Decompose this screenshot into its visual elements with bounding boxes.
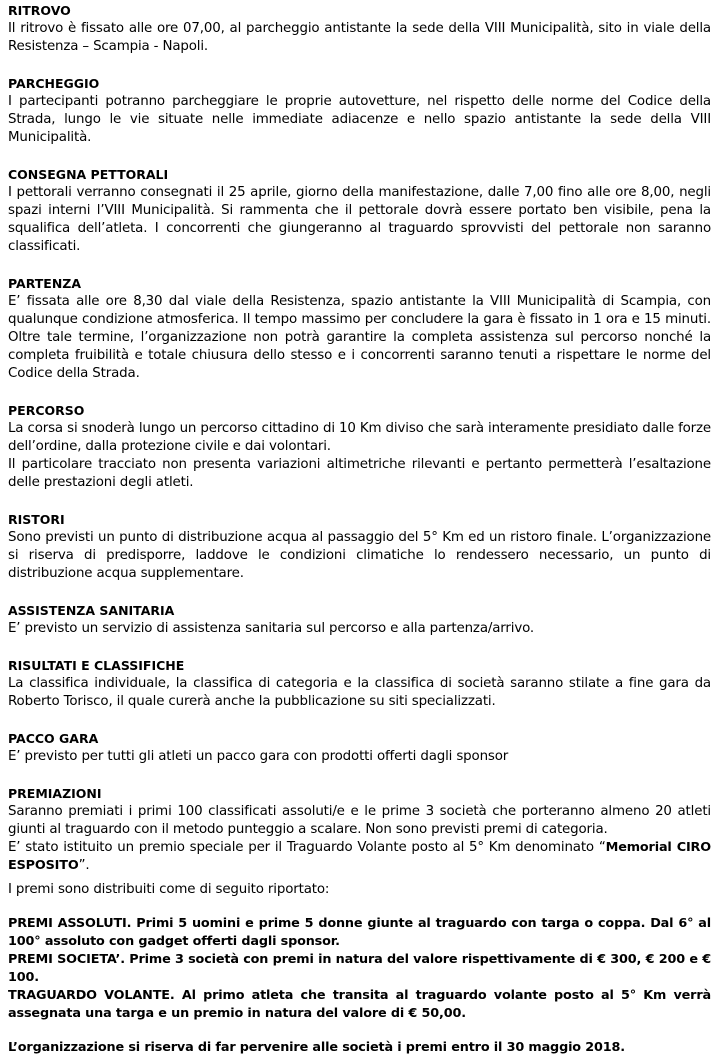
section-ristori <box>8 511 711 583</box>
section-heading: PARCHEGGIO <box>8 76 100 91</box>
section-heading: PACCO GARA <box>8 731 99 746</box>
section-text: I pettorali verranno consegnati il 25 aprile, giorno della manifestazione, dalle 7,00 fino alle ore 8,00, negli spazi interni l’VIII Municipalità. Si rammenta che il pettorale dovrà essere portato ben visibile, pena la squalifica dell’atleta. I concorrenti che giungeranno al traguardo sprovvisti del pettorale non saranno classificati. <box>8 185 711 254</box>
section-ritrovo <box>8 2 711 56</box>
section-premiazioni <box>8 785 711 1057</box>
section-text: E’ fissata alle ore 8,30 dal viale della Resistenza, spazio antistante la VIII Municipalità di Scampia, con qualunque condizione atmosferica. Il tempo massimo per concludere la gara è fissato in 1 ora e 15 minuti. Oltre tale termine, l’organizzazione non potrà garantire la completa assistenza sul percorso nonché la completa fruibilità e totale chiusura dello stesso e i concorrenti saranno tenuti a rispettare le norme del Codice della Strada. <box>8 294 711 381</box>
section-text: Sono previsti un punto di distribuzione acqua al passaggio del 5° Km ed un ristoro finale. L’organizzazione si riserva di predisporre, laddove le condizioni climatiche lo rendessero necessario, un punto di distribuzione acqua supplementare. <box>8 530 711 581</box>
section-text: Il ritrovo è fissato alle ore 07,00, al parcheggio antistante la sede della VIII Municipalità, sito in viale della Resistenza – Scampia - Napoli. <box>8 21 711 54</box>
memorial-text <box>8 839 711 875</box>
section-text: E’ previsto un servizio di assistenza sanitaria sul percorso e alla partenza/arrivo. <box>8 621 535 636</box>
premi-assoluti: PREMI ASSOLUTI. Primi 5 uomini e prime 5 donne giunte al traguardo con targa o coppa. Dal 6° al 100° assoluto con gadget offerti dagli sponsor. <box>8 916 711 949</box>
premi-societa: PREMI SOCIETA’. Prime 3 società con premi in natura del valore rispettivamente di € 300, € 200 e € 100. <box>8 952 711 985</box>
section-pacco-gara <box>8 730 711 766</box>
premiazioni-intro: Saranno premiati i primi 100 classificati assoluti/e e le prime 3 società che porteranno almeno 20 atleti giunti al traguardo con il metodo punteggio a scalare. Non sono previsti premi di categoria. <box>8 804 711 837</box>
section-heading: CONSEGNA PETTORALI <box>8 167 169 182</box>
section-heading: RISULTATI E CLASSIFICHE <box>8 658 185 673</box>
section-partenza <box>8 275 711 383</box>
premi-distribution: I premi sono distribuiti come di seguito riportato: <box>8 882 330 897</box>
memorial-name: Memorial CIRO ESPOSITO <box>8 840 711 873</box>
section-text: Il particolare tracciato non presenta variazioni altimetriche rilevanti e pertanto permetterà l’esaltazione delle prestazioni degli atleti. <box>8 457 711 490</box>
section-heading: RITROVO <box>8 3 71 18</box>
section-heading: PERCORSO <box>8 403 85 418</box>
closing-note: L’organizzazione si riserva di far pervenire alle società i premi entro il 30 maggio 2018. <box>8 1040 625 1055</box>
section-text: La corsa si snoderà lungo un percorso cittadino di 10 Km diviso che sarà interamente presidiato dalle forze dell’ordine, dalla protezione civile e dai volontari. <box>8 421 711 454</box>
section-text: La classifica individuale, la classifica di categoria e la classifica di società saranno stilate a fine gara da Roberto Torisco, il quale curerà anche la pubblicazione su siti specializzati. <box>8 676 711 709</box>
section-text: E’ previsto per tutti gli atleti un pacco gara con prodotti offerti dagli sponsor <box>8 749 509 764</box>
memorial-prefix: E’ stato istituito un premio speciale per il Traguardo Volante posto al 5° Km denominato “ <box>8 840 606 855</box>
section-heading: PREMIAZIONI <box>8 786 102 801</box>
section-consegna-pettorali <box>8 166 711 256</box>
section-assistenza-sanitaria <box>8 602 711 638</box>
section-heading: RISTORI <box>8 512 65 527</box>
section-heading: PARTENZA <box>8 276 82 291</box>
section-heading: ASSISTENZA SANITARIA <box>8 603 175 618</box>
section-text: I partecipanti potranno parcheggiare le proprie autovetture, nel rispetto delle norme del Codice della Strada, lungo le vie situate nelle immediate adiacenze e nello spazio antistante la sede della VIII Municipalità. <box>8 94 711 145</box>
section-percorso <box>8 402 711 492</box>
section-risultati-classifiche <box>8 657 711 711</box>
memorial-suffix: ”. <box>78 858 90 873</box>
section-parcheggio <box>8 75 711 147</box>
traguardo-volante: TRAGUARDO VOLANTE. Al primo atleta che transita al traguardo volante posto al 5° Km verrà assegnata una targa e un premio in natura del valore di € 50,00. <box>8 988 711 1021</box>
